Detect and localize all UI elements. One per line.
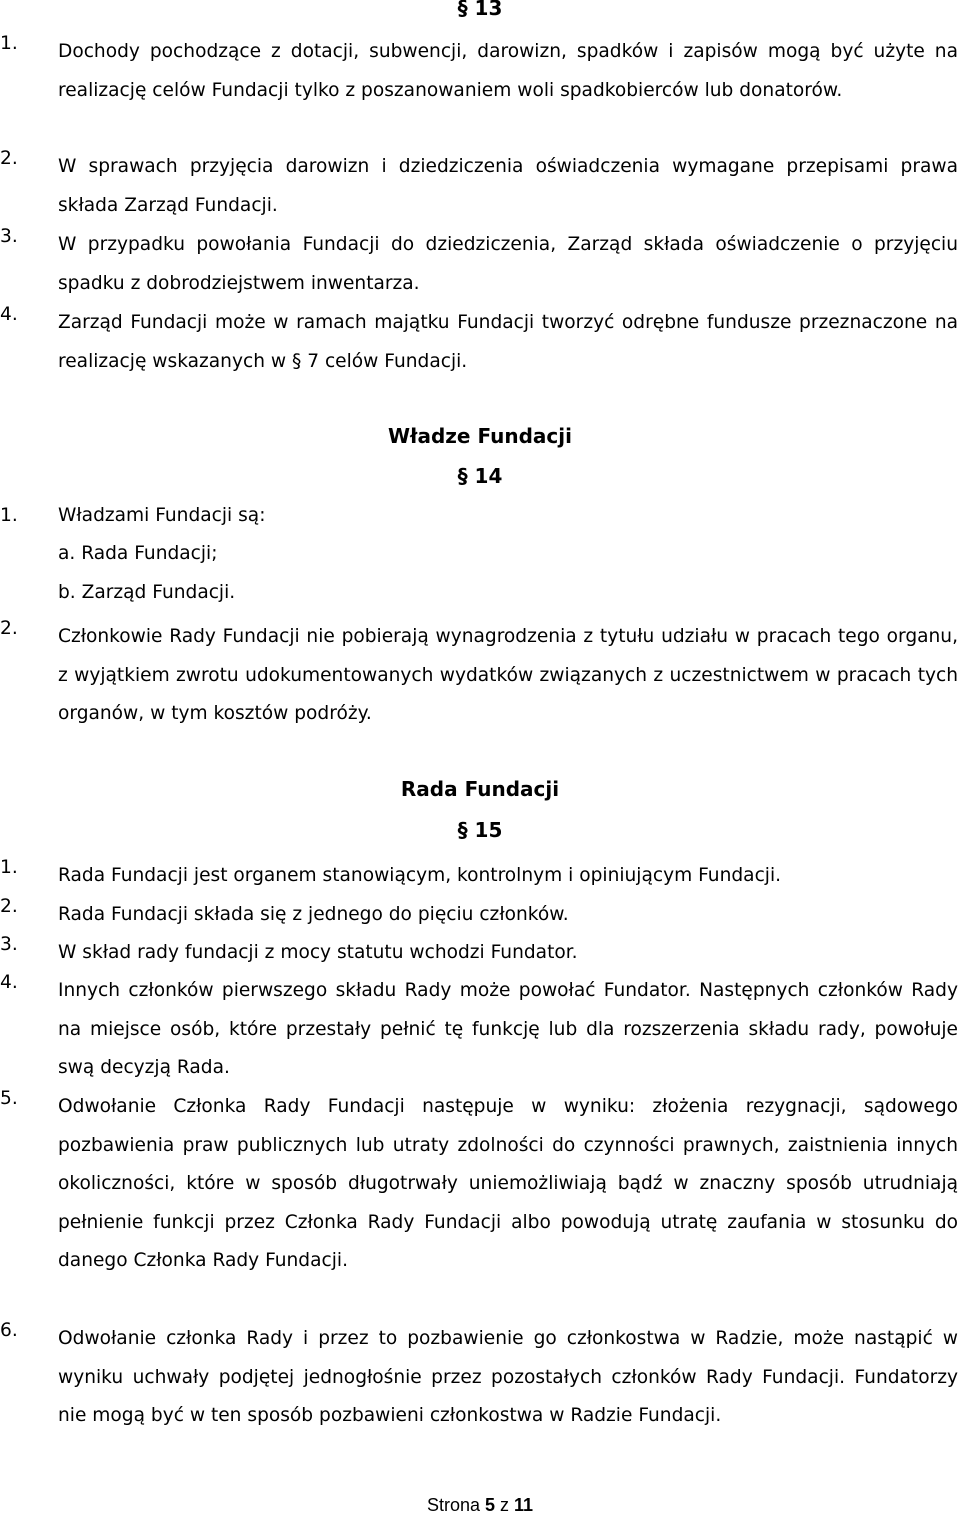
- list-number: 1.: [0, 505, 18, 526]
- footer-prefix: Strona: [426, 1495, 485, 1515]
- list-text: W przypadku powołania Fundacji do dziedziczenia, Zarząd składa oświadczenie o przyjęciu spadku z dobrodziejstwem inwentarza.: [58, 234, 958, 294]
- list-number: 3.: [0, 934, 18, 955]
- list-text: Odwołanie Członka Rady Fundacji następuje w wyniku: złożenia rezygnacji, sądowego pozbawienia praw publicznych lub utraty zdolności do czynności prawnych, zaistnienia innych okoliczności, które w sposób długotrwały uniemożliwiają bądź w znaczny sposób utrudniają pełnienie funkcji przez Członka Rady Fundacji albo powodują utratę zaufania w stosunku do danego Członka Rady Fundacji.: [58, 1096, 958, 1271]
- section-heading-rada: Rada Fundacji: [400, 777, 560, 801]
- list-number: 3.: [0, 226, 18, 247]
- list-text: Dochody pochodzące z dotacji, subwencji, darowizn, spadków i zapisów mogą być użyte na realizację celów Fundacji tylko z poszanowaniem woli spadkobierców lub donatorów.: [58, 41, 958, 101]
- list-text: Rada Fundacji jest organem stanowiącym, kontrolnym i opiniującym Fundacji.: [58, 865, 782, 886]
- list-number: 1.: [0, 33, 18, 54]
- list-text: Innych członków pierwszego składu Rady może powołać Fundator. Następnych członków Rady na miejsce osób, które przestały pełnić tę funkcję lub dla rozszerzenia składu rady, powołuje swą decyzją Rada.: [58, 980, 958, 1078]
- section-13-label: § 13: [457, 0, 503, 20]
- footer-page-number: 5: [484, 1495, 495, 1515]
- footer-mid: z: [495, 1495, 515, 1515]
- list-text: Zarząd Fundacji może w ramach majątku Fundacji tworzyć odrębne fundusze przeznaczone na realizację wskazanych w § 7 celów Fundacji.: [58, 312, 958, 372]
- page-footer: [0, 1495, 960, 1516]
- list-number: 1.: [0, 857, 18, 878]
- sub-item-b: b. Zarząd Fundacji.: [58, 582, 236, 603]
- list-text: W sprawach przyjęcia darowizn i dziedziczenia oświadczenia wymagane przepisami prawa składa Zarząd Fundacji.: [58, 156, 958, 216]
- section-heading-wladze: Władze Fundacji: [388, 424, 572, 448]
- list-number: 6.: [0, 1320, 18, 1341]
- sub-item-a: a. Rada Fundacji;: [58, 543, 218, 564]
- list-number: 2.: [0, 896, 18, 917]
- list-number: 2.: [0, 618, 18, 639]
- section-15-label: § 15: [457, 818, 503, 842]
- list-number: 5.: [0, 1088, 18, 1109]
- footer-total-pages: 11: [514, 1495, 534, 1515]
- list-text: Rada Fundacji składa się z jednego do pięciu członków.: [58, 904, 569, 925]
- list-text: W skład rady fundacji z mocy statutu wchodzi Fundator.: [58, 942, 578, 963]
- list-text: Odwołanie członka Rady i przez to pozbawienie go członkostwa w Radzie, może nastąpić w wyniku uchwały podjętej jednogłośnie przez pozostałych członków Rady Fundacji. Fundatorzy nie mogą być w ten sposób pozbawieni członkostwa w Radzie Fundacji.: [58, 1328, 958, 1426]
- section-14-label: § 14: [457, 464, 503, 488]
- list-number: 2.: [0, 148, 18, 169]
- list-text: Władzami Fundacji są:: [58, 505, 266, 526]
- list-number: 4.: [0, 304, 18, 325]
- list-number: 4.: [0, 972, 18, 993]
- list-text: Członkowie Rady Fundacji nie pobierają wynagrodzenia z tytułu udziału w pracach tego organu, z wyjątkiem zwrotu udokumentowanych wydatków związanych z uczestnictwem w pracach tych organów, w tym kosztów podróży.: [58, 626, 958, 724]
